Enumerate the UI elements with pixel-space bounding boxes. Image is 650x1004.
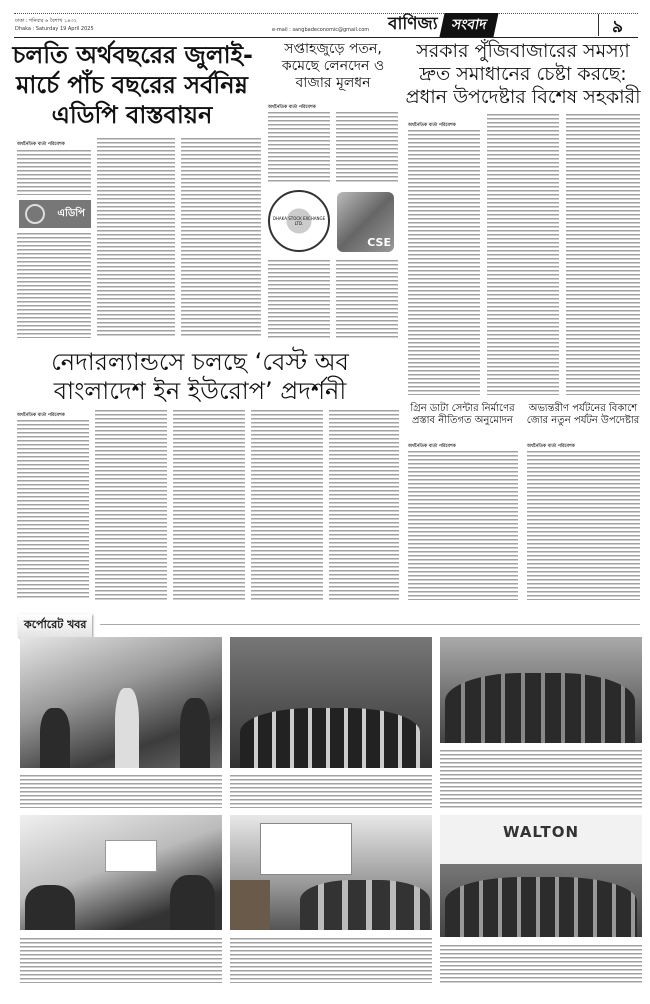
adp-byline: অর্থনৈতিক বার্তা পরিবেশক [17, 142, 65, 147]
dse-logo-text: DHAKA STOCK EXCHANGE LTD. [272, 216, 326, 226]
netherlands-body-col5 [329, 410, 399, 600]
masthead-rule [14, 37, 638, 38]
corporate-photo-group [230, 637, 432, 768]
corporate-caption-3 [440, 750, 642, 808]
green-data-byline: অর্থনৈতিক বার্তা পরিবেশক [408, 444, 456, 449]
market-body-col2 [336, 260, 398, 340]
market-body-col2-top [336, 112, 398, 182]
podium [230, 880, 270, 930]
capital-market-body-col2 [487, 114, 559, 395]
capital-market-headline-line3: প্রধান উপদেষ্টার বিশেষ সহকারী [405, 86, 641, 108]
adp-image-label: এডিপি [57, 207, 85, 219]
date-english: Dhaka : Saturday 19 April 2025 [15, 26, 94, 32]
page-number-divider [598, 14, 599, 36]
netherlands-headline [30, 348, 370, 406]
page-number: ৯ [612, 17, 624, 37]
capital-market-headline-line2: দ্রুত সমাধানের চেষ্টা করছে: [419, 63, 627, 85]
tourism-byline: অর্থনৈতিক বার্তা পরিবেশক [527, 444, 575, 449]
netherlands-headline-line1: নেদারল্যান্ডসে চলছে ‘বেস্ট অব [51, 348, 349, 376]
netherlands-headline-line2: বাংলাদেশ ইন ইউরোপ’ প্রদর্শনী [53, 377, 347, 405]
adp-headline-line3: এডিপি বাস্তবায়ন [51, 101, 213, 129]
govt-seal-icon [25, 204, 45, 224]
newspaper-logo [388, 15, 496, 35]
corporate-photo-agreement [20, 815, 222, 930]
adp-body-col3 [181, 138, 261, 338]
green-data-body [408, 451, 518, 600]
capital-market-headline-line1: সরকার পুঁজিবাজারের সমস্যা [416, 40, 630, 62]
corporate-caption-4 [20, 938, 222, 983]
netherlands-body-col2 [95, 410, 167, 600]
logo-part-1: বাণিজ্য [388, 14, 438, 34]
corporate-section-label: কর্পোরেট খবর [18, 614, 92, 637]
presentation-screen [105, 840, 157, 872]
corporate-caption-6 [440, 945, 642, 983]
capital-market-body-col1 [408, 130, 480, 395]
corporate-caption-2 [230, 775, 432, 808]
logo-part-2: সংবাদ [439, 13, 499, 37]
netherlands-body-col1 [17, 420, 89, 600]
cse-logo [337, 192, 394, 252]
capital-market-headline [404, 40, 642, 109]
cse-logo-text: CSE [367, 236, 391, 249]
presentation-screen [260, 823, 352, 875]
corporate-photo-seminar [230, 815, 432, 930]
corporate-section-rule [100, 624, 640, 625]
green-data-headline: গ্রিন ডাটা সেন্টার নির্মাণের প্রস্তাব নীতিগত অনুমোদন [410, 403, 515, 426]
market-byline: অর্থনৈতিক বার্তা পরিবেশক [268, 105, 316, 110]
adp-body-col1-top [17, 150, 91, 195]
netherlands-body-col4 [251, 410, 323, 600]
corporate-photo-meeting [20, 637, 222, 768]
dse-logo [268, 190, 330, 252]
corporate-photo-walton [440, 815, 642, 937]
walton-logo: WALTON [502, 823, 580, 841]
market-headline: সপ্তাহজুড়ে পতন, কমেছে লেনদেন ও বাজার মূলধন [281, 41, 385, 91]
tourism-body [527, 451, 640, 600]
masthead-dotted-rule [14, 13, 638, 14]
adp-headline-line2: মার্চে পাঁচ বছরের সর্বনিম্ন [16, 71, 248, 99]
corporate-caption-1 [20, 775, 222, 808]
date-bengali: ঢাকা : শনিবার ৬ বৈশাখ ১৪৩২ [15, 18, 77, 24]
netherlands-body-col3 [173, 410, 245, 600]
capital-market-body-col3 [566, 114, 640, 395]
adp-image [19, 200, 91, 228]
corporate-photo-team [440, 637, 642, 743]
adp-headline [12, 40, 252, 130]
market-body-col1-top [268, 112, 330, 182]
netherlands-byline: অর্থনৈতিক বার্তা পরিবেশক [17, 413, 65, 418]
corporate-caption-5 [230, 938, 432, 983]
email-address: e-mail : sangbadeconomic@gmail.com [272, 27, 370, 33]
capital-market-byline: অর্থনৈতিক বার্তা পরিবেশক [408, 123, 456, 128]
market-body-col1 [268, 260, 330, 340]
adp-headline-line1: চলতি অর্থবছরের জুলাই- [12, 41, 253, 69]
adp-body-col2 [97, 138, 175, 338]
adp-body-col1 [17, 233, 91, 338]
tourism-headline: অভ্যন্তরীণ পর্যটনের বিকাশে জোর নতুন পর্যটন উপদেষ্টার [526, 403, 640, 426]
